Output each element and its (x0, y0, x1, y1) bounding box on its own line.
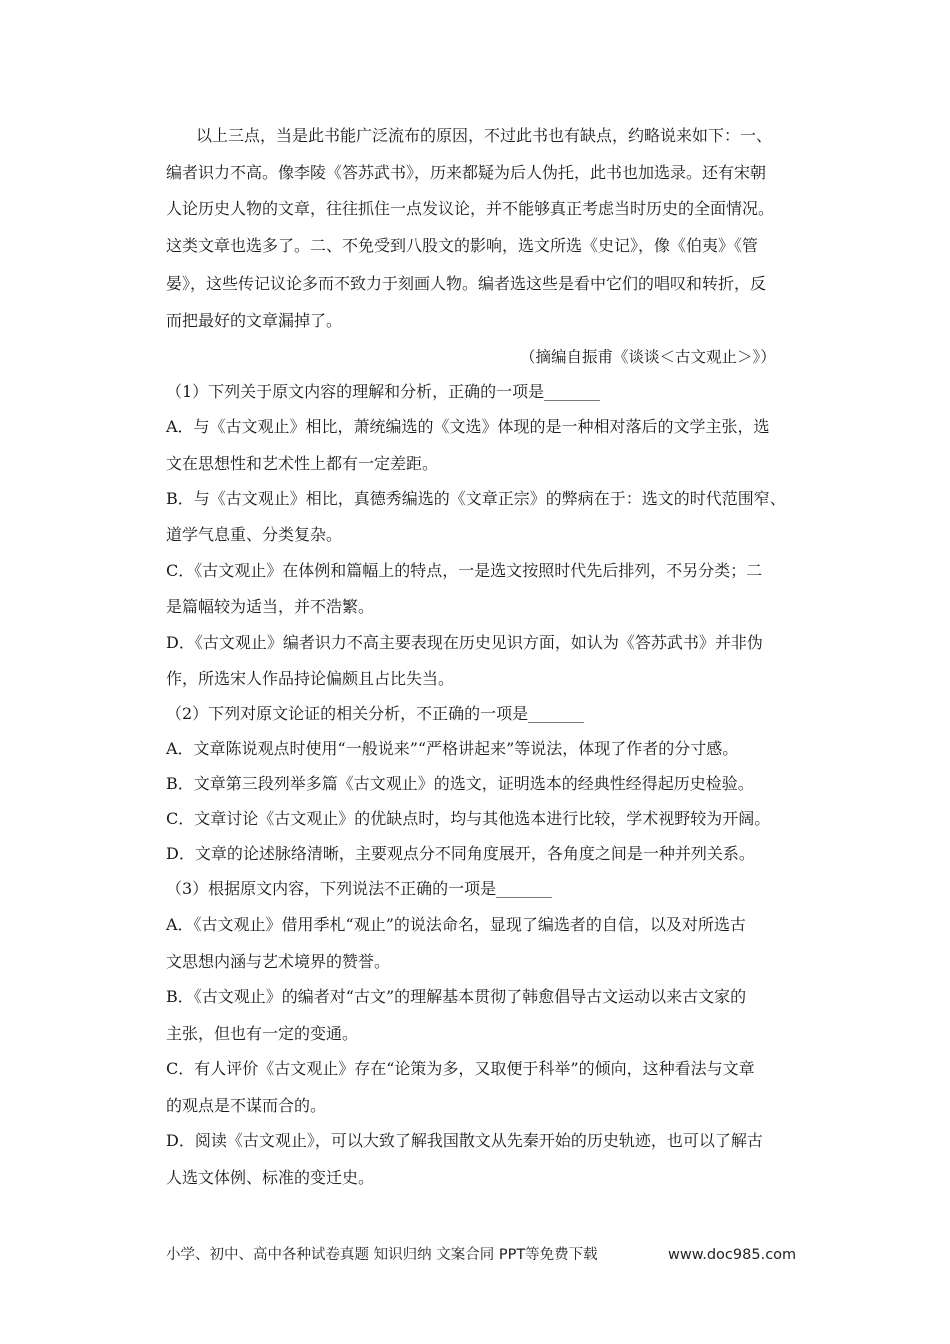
question-1-option-b-cont: 道学气息重、分类复杂。 (166, 525, 343, 544)
question-3-option-b: B．《古文观止》的编者对“古文”的理解基本贯彻了韩愈倡导古文运动以来古文家的 (166, 987, 747, 1006)
footer-text: 小学、初中、高中各种试卷真题 知识归纳 文案合同 PPT等免费下载 (166, 1247, 598, 1263)
question-3-option-b-cont: 主张，但也有一定的变通。 (166, 1024, 359, 1043)
question-2-option-c: C．文章讨论《古文观止》的优缺点时，均与其他选本进行比较，学术视野较为开阔。 (166, 809, 771, 828)
question-2-option-d: D．文章的论述脉络清晰，主要观点分不同角度展开，各角度之间是一种并列关系。 (166, 844, 755, 863)
footer-url[interactable]: www.doc985.com (668, 1247, 797, 1263)
passage-line: 晏》，这些传记议论多而不致力于刻画人物。编者选这些是看中它们的唱叹和转折，反 (166, 274, 767, 293)
question-1-option-a-cont: 文在思想性和艺术性上都有一定差距。 (166, 454, 439, 473)
question-3-stem: （3）根据原文内容，下列说法不正确的一项是_______ (166, 879, 553, 898)
passage-line: 这类文章也选多了。二、不免受到八股文的影响，选文所选《史记》，像《伯夷》《管 (166, 236, 759, 255)
question-2-option-b: B．文章第三段列举多篇《古文观止》的选文，证明选本的经典性经得起历史检验。 (166, 774, 754, 793)
question-1-option-a: A．与《古文观止》相比，萧统编选的《文选》体现的是一种相对落后的文学主张，选 (166, 417, 770, 436)
passage-line: 而把最好的文章漏掉了。 (166, 311, 343, 330)
question-1-option-d-cont: 作，所选宋人作品持论偏颇且占比失当。 (166, 669, 455, 688)
question-3-option-d: D．阅读《古文观止》，可以大致了解我国散文从先秦开始的历史轨迹，也可以了解古 (166, 1131, 763, 1150)
question-1-option-b: B．与《古文观止》相比，真德秀编选的《文章正宗》的弊病在于：选文的时代范围窄、 (166, 489, 786, 508)
question-1-stem: （1）下列关于原文内容的理解和分析，正确的一项是_______ (166, 382, 601, 401)
question-2-option-a: A．文章陈说观点时使用“一般说来”“严格讲起来”等说法，体现了作者的分寸感。 (166, 739, 739, 758)
passage-attribution: （摘编自振甫《谈谈＜古文观止＞》） (520, 348, 776, 366)
passage-line: 编者识力不高。像李陵《答苏武书》，历来都疑为后人伪托，此书也加选录。还有宋朝 (166, 163, 767, 182)
question-3-option-c: C．有人评价《古文观止》存在“论策为多，又取便于科举”的倾向，这种看法与文章 (166, 1059, 755, 1078)
question-3-option-a: A．《古文观止》借用季札“观止”的说法命名，显现了编选者的自信，以及对所选古 (166, 915, 746, 934)
question-1-option-c-cont: 是篇幅较为适当，并不浩繁。 (166, 597, 375, 616)
question-1-option-d: D．《古文观止》编者识力不高主要表现在历史见识方面，如认为《答苏武书》并非伪 (166, 633, 763, 652)
question-2-stem: （2）下列对原文论证的相关分析，不正确的一项是_______ (166, 704, 585, 723)
question-3-option-d-cont: 人选文体例、标准的变迁史。 (166, 1168, 375, 1187)
question-3-option-a-cont: 文思想内涵与艺术境界的赞誉。 (166, 952, 391, 971)
passage-line: 以上三点，当是此书能广泛流布的原因，不过此书也有缺点，约略说来如下：一、 (196, 126, 773, 145)
question-3-option-c-cont: 的观点是不谋而合的。 (166, 1096, 327, 1115)
question-1-option-c: C．《古文观止》在体例和篇幅上的特点，一是选文按照时代先后排列，不另分类；二 (166, 561, 763, 580)
passage-line: 人论历史人物的文章，往往抓住一点发议论，并不能够真正考虑当时历史的全面情况。 (166, 199, 775, 218)
